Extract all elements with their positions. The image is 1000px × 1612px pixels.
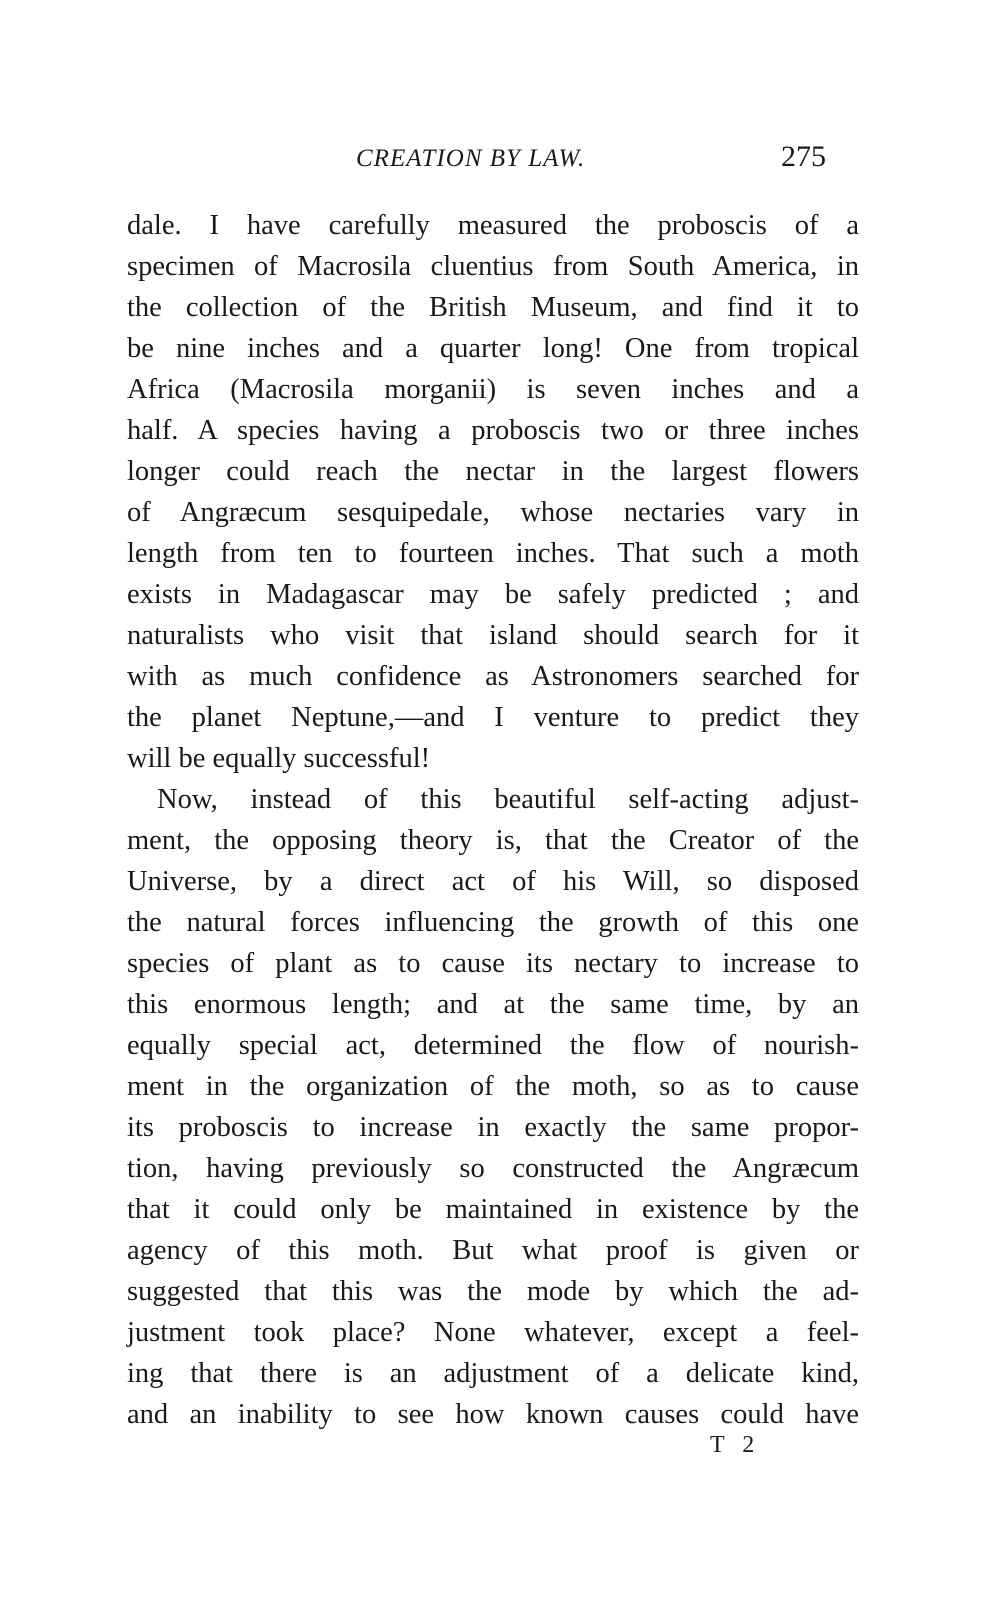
text-line: tion, having previously so constructed the Angræcum: [127, 1153, 859, 1184]
text-line: ment, the opposing theory is, that the Creator of the: [127, 825, 859, 856]
body-text: [127, 205, 859, 1435]
text-line: longer could reach the nectar in the largest flowers: [127, 456, 859, 487]
running-head: [0, 140, 1000, 180]
text-line: Africa (Macrosila morganii) is seven inches and a: [127, 374, 859, 405]
text-line: its proboscis to increase in exactly the same propor-: [127, 1112, 859, 1143]
running-title: CREATION BY LAW.: [356, 145, 586, 172]
text-line: dale. I have carefully measured the proboscis of a: [127, 210, 859, 241]
text-line: specimen of Macrosila cluentius from South America, in: [127, 251, 859, 282]
text-line: ment in the organization of the moth, so as to cause: [127, 1071, 859, 1102]
text-line: the collection of the British Museum, and find it to: [127, 292, 859, 323]
signature-mark: T 2: [710, 1432, 761, 1458]
text-line: ing that there is an adjustment of a delicate kind,: [127, 1358, 859, 1389]
text-line: Now, instead of this beautiful self-acting adjust-: [157, 784, 859, 815]
text-line: suggested that this was the mode by which the ad-: [127, 1276, 859, 1307]
text-line: the natural forces influencing the growth of this one: [127, 907, 859, 938]
text-line: species of plant as to cause its nectary to increase to: [127, 948, 859, 979]
text-line: agency of this moth. But what proof is given or: [127, 1235, 859, 1266]
text-line: that it could only be maintained in existence by the: [127, 1194, 859, 1225]
text-line: and an inability to see how known causes could have: [127, 1399, 859, 1430]
text-line: with as much confidence as Astronomers searched for: [127, 661, 859, 692]
text-line: naturalists who visit that island should search for it: [127, 620, 859, 651]
page-number: 275: [781, 140, 826, 173]
text-line: Universe, by a direct act of his Will, so disposed: [127, 866, 859, 897]
text-line: the planet Neptune,—and I venture to predict they: [127, 702, 859, 733]
text-line: will be equally successful!: [127, 743, 431, 774]
text-line: length from ten to fourteen inches. That such a moth: [127, 538, 859, 569]
text-line: half. A species having a proboscis two or three inches: [127, 415, 859, 446]
text-line: be nine inches and a quarter long! One from tropical: [127, 333, 859, 364]
text-line: equally special act, determined the flow of nourish-: [127, 1030, 859, 1061]
text-line: this enormous length; and at the same time, by an: [127, 989, 859, 1020]
text-line: exists in Madagascar may be safely predicted ; and: [127, 579, 859, 610]
text-line: of Angræcum sesquipedale, whose nectaries vary in: [127, 497, 859, 528]
text-line: justment took place? None whatever, except a feel-: [127, 1317, 859, 1348]
